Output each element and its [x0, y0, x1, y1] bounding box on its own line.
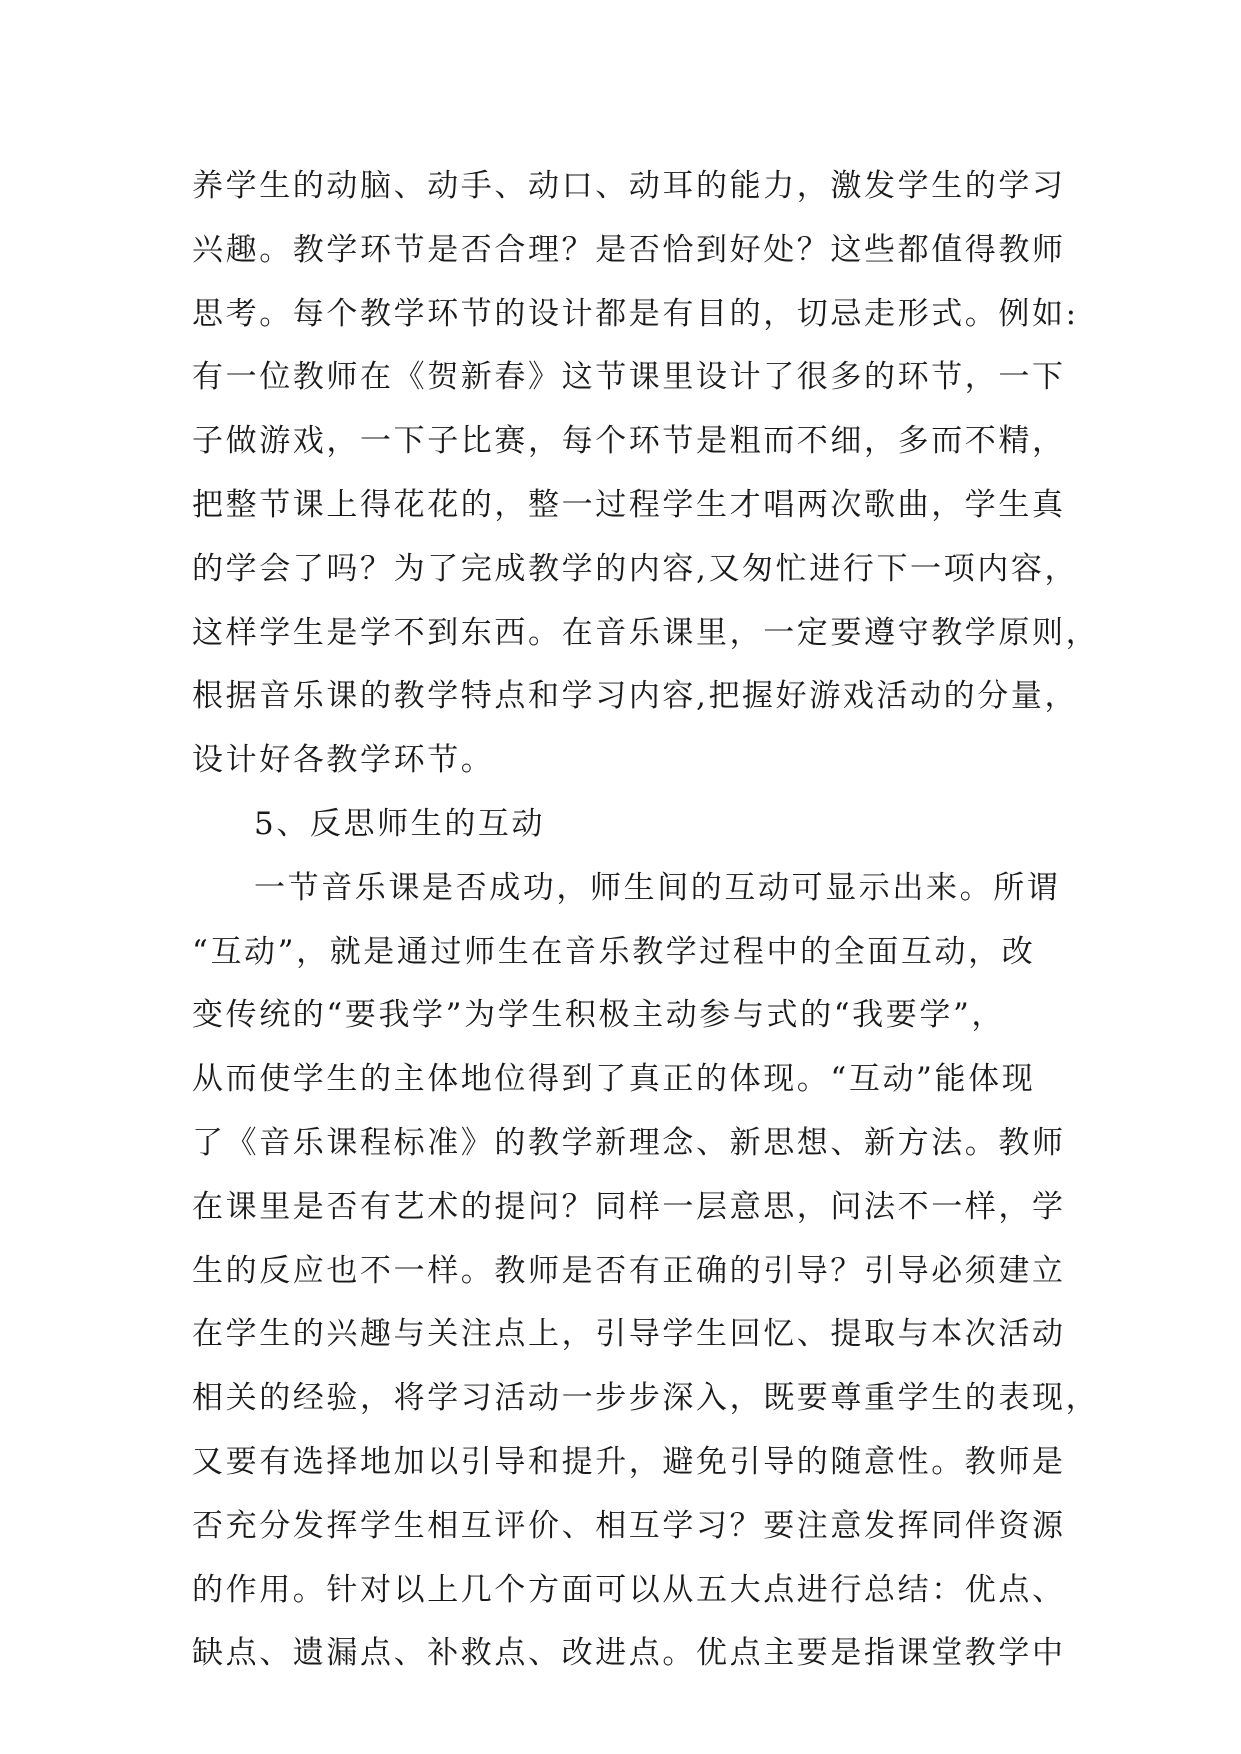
body-text	[192, 155, 1100, 1686]
text-line: 有一位教师在《贺新春》这节课里设计了很多的环节，一下	[192, 359, 1066, 396]
text-line: 把整节课上得花花的，整一过程学生才唱两次歌曲，学生真	[192, 486, 1066, 523]
text-line: 思考。每个教学环节的设计都是有目的，切忌走形式。例如:	[192, 295, 1079, 332]
text-line: 根据音乐课的教学特点和学习内容,把握好游戏活动的分量，	[192, 678, 1079, 715]
text-line: 设计好各教学环节。	[192, 742, 495, 779]
text-line: 相关的经验，将学习活动一步步深入，既要尊重学生的表现，	[192, 1380, 1100, 1417]
text-line: 缺点、遗漏点、补救点、改进点。优点主要是指课堂教学中	[192, 1635, 1066, 1672]
text-line: 了《音乐课程标准》的教学新理念、新思想、新方法。教师	[192, 1124, 1066, 1161]
text-line: 的学会了吗？为了完成教学的内容,又匆忙进行下一项内容，	[192, 550, 1079, 587]
text-line: 又要有选择地加以引导和提升，避免引导的随意性。教师是	[192, 1443, 1066, 1480]
text-line: 兴趣。教学环节是否合理？是否恰到好处？这些都值得教师	[192, 231, 1066, 268]
text-line: 从而使学生的主体地位得到了真正的体现。“互动”能体现	[192, 1061, 1036, 1098]
text-line: 一节音乐课是否成功，师生间的互动可显示出来。所谓	[254, 869, 1061, 906]
section-heading: 5、反思师生的互动	[254, 805, 546, 842]
text-line: 养学生的动脑、动手、动口、动耳的能力，激发学生的学习	[192, 168, 1066, 204]
text-line: 否充分发挥学生相互评价、相互学习？要注意发挥同伴资源	[192, 1507, 1066, 1544]
text-line: 在课里是否有艺术的提问？同样一层意思，问法不一样，学	[192, 1188, 1066, 1225]
text-line: 的作用。针对以上几个方面可以从五大点进行总结：优点、	[192, 1571, 1066, 1608]
text-line: 在学生的兴趣与关注点上，引导学生回忆、提取与本次活动	[192, 1316, 1066, 1353]
text-line: 生的反应也不一样。教师是否有正确的引导？引导必须建立	[192, 1252, 1066, 1289]
text-line: 子做游戏，一下子比赛，每个环节是粗而不细，多而不精，	[192, 423, 1066, 460]
text-line: 变传统的“要我学”为学生积极主动参与式的“我要学”，	[192, 997, 1005, 1034]
text-line: “互动”，就是通过师生在音乐教学过程中的全面互动，改	[192, 933, 1036, 970]
text-line: 这样学生是学不到东西。在音乐课里，一定要遵守教学原则，	[192, 614, 1100, 651]
